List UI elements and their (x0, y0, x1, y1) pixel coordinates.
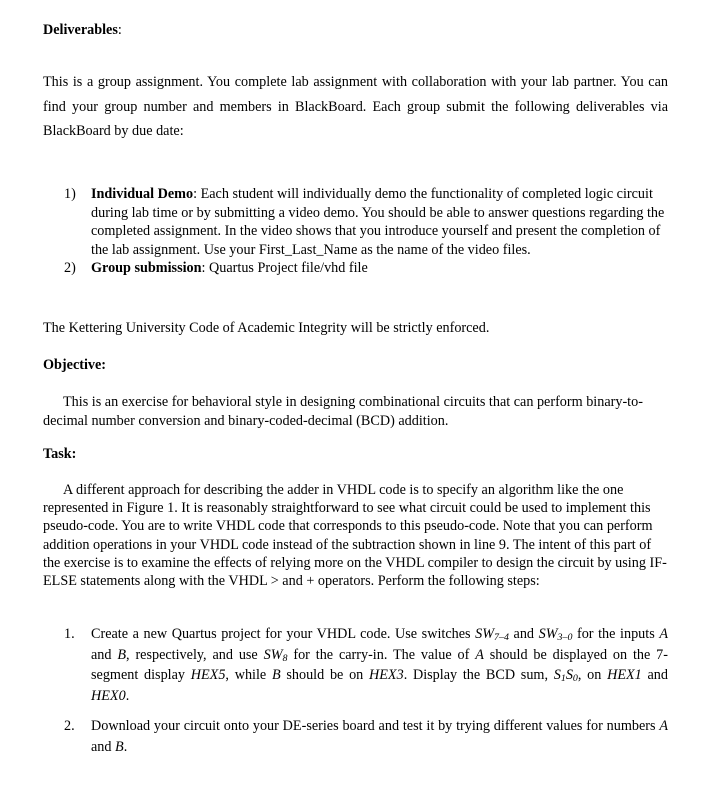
deliverables-list (64, 185, 668, 278)
deliverable-title: Group submission (91, 260, 202, 276)
step-text: . (125, 687, 130, 704)
var-a: A (659, 718, 668, 734)
step-text: and (91, 738, 116, 755)
var-b: B (271, 667, 281, 683)
var-b: B (115, 738, 124, 755)
integrity-statement: The Kettering University Code of Academic Integrity will be strictly enforced. (43, 320, 490, 336)
deliverable-text: : Quartus Project file/vhd file (201, 260, 368, 276)
deliverables-heading-colon: : (117, 22, 122, 38)
task-text: A different approach for describing the adder in VHDL code is to specify an algorithm like the one represented in Figure 1. It is reasonably straightforward to see what circuit could be used to implement this pseudo-code. You are to write VHDL code that corresponds to this pseudo-code. Note that you can perform addition operations in your VHDL code instead of the subtraction shown in line 9. The intent of this part of the exercise is to examine the effects of relying more on the VHDL compiler to design the circuit by using IF-ELSE statements along with the VHDL > and + operators. Perform the following steps: (43, 482, 667, 590)
step-number: 2. (64, 718, 75, 734)
var-a: A (475, 646, 484, 663)
switch-b-label: $SW_{3-0}$ (538, 626, 573, 643)
step-text: and (91, 646, 118, 663)
step-text: for the inputs (572, 626, 660, 642)
deliverable-item (64, 259, 668, 278)
step-text: Create a new Quartus project for your VHDL code. Use switches (91, 626, 476, 642)
var-a: A (659, 626, 668, 642)
deliverable-text: : Each student will individually demo the functionality of completed logic circuit during lab time or by submitting a video demo. You should be able to answer questions regarding the completed assignment. In the video shows that you introduce yourself and present the completion of the lab assignment. Use your First_Last_Name as the name of the video files. (91, 186, 665, 258)
step-text: . Display the BCD sum, (403, 667, 554, 683)
switch-c-label: $SW_8$ (263, 646, 288, 664)
deliverable-number: 1) (64, 186, 76, 202)
step-text: and (508, 626, 539, 642)
deliverables-heading-text: Deliverables (43, 22, 118, 38)
task-heading: Task: (43, 446, 77, 462)
step-number: 1. (64, 626, 75, 642)
step-text: . (123, 738, 128, 755)
deliverables-intro: This is a group assignment. You complete lab assignment with collaboration with your lab partner. You can find your group number and members in BlackBoard. Each group submit the following deliverables via BlackBoard by due date: (43, 74, 668, 139)
objective-text: This is an exercise for behavioral style in designing combinational circuits that can perform binary-to-decimal number conversion and binary-coded-decimal (BCD) addition. (43, 394, 643, 429)
var-b: B (117, 646, 127, 663)
task-step (64, 716, 668, 757)
display-hex0: HEX0 (91, 687, 126, 704)
deliverable-title: Individual Demo (91, 186, 194, 202)
step-text: for the carry-in. The value of (287, 646, 476, 663)
display-hex3: HEX3 (369, 667, 404, 683)
step-text: Download your circuit onto your DE-series board and test it by trying different values for numbers (91, 718, 660, 734)
step-text: , while (225, 667, 272, 683)
switch-a-label: $SW_{7-4}$ (475, 626, 509, 643)
objective-heading: Objective: (43, 357, 107, 373)
display-hex1: HEX1 (607, 667, 642, 683)
deliverable-item (64, 185, 668, 259)
step-text: , on (577, 667, 608, 683)
step-text: should be on (280, 667, 369, 683)
step-text: , respectively, and use (126, 646, 264, 663)
task-step (64, 624, 668, 706)
step-text: and (641, 667, 668, 683)
display-hex5: HEX5 (190, 667, 226, 683)
deliverable-number: 2) (64, 260, 76, 276)
task-steps (64, 624, 668, 757)
sum-s1s0: $S_1S_0$ (553, 667, 578, 684)
step-text: should be displayed on the 7-segment display (91, 646, 668, 683)
deliverables-heading (43, 22, 668, 39)
